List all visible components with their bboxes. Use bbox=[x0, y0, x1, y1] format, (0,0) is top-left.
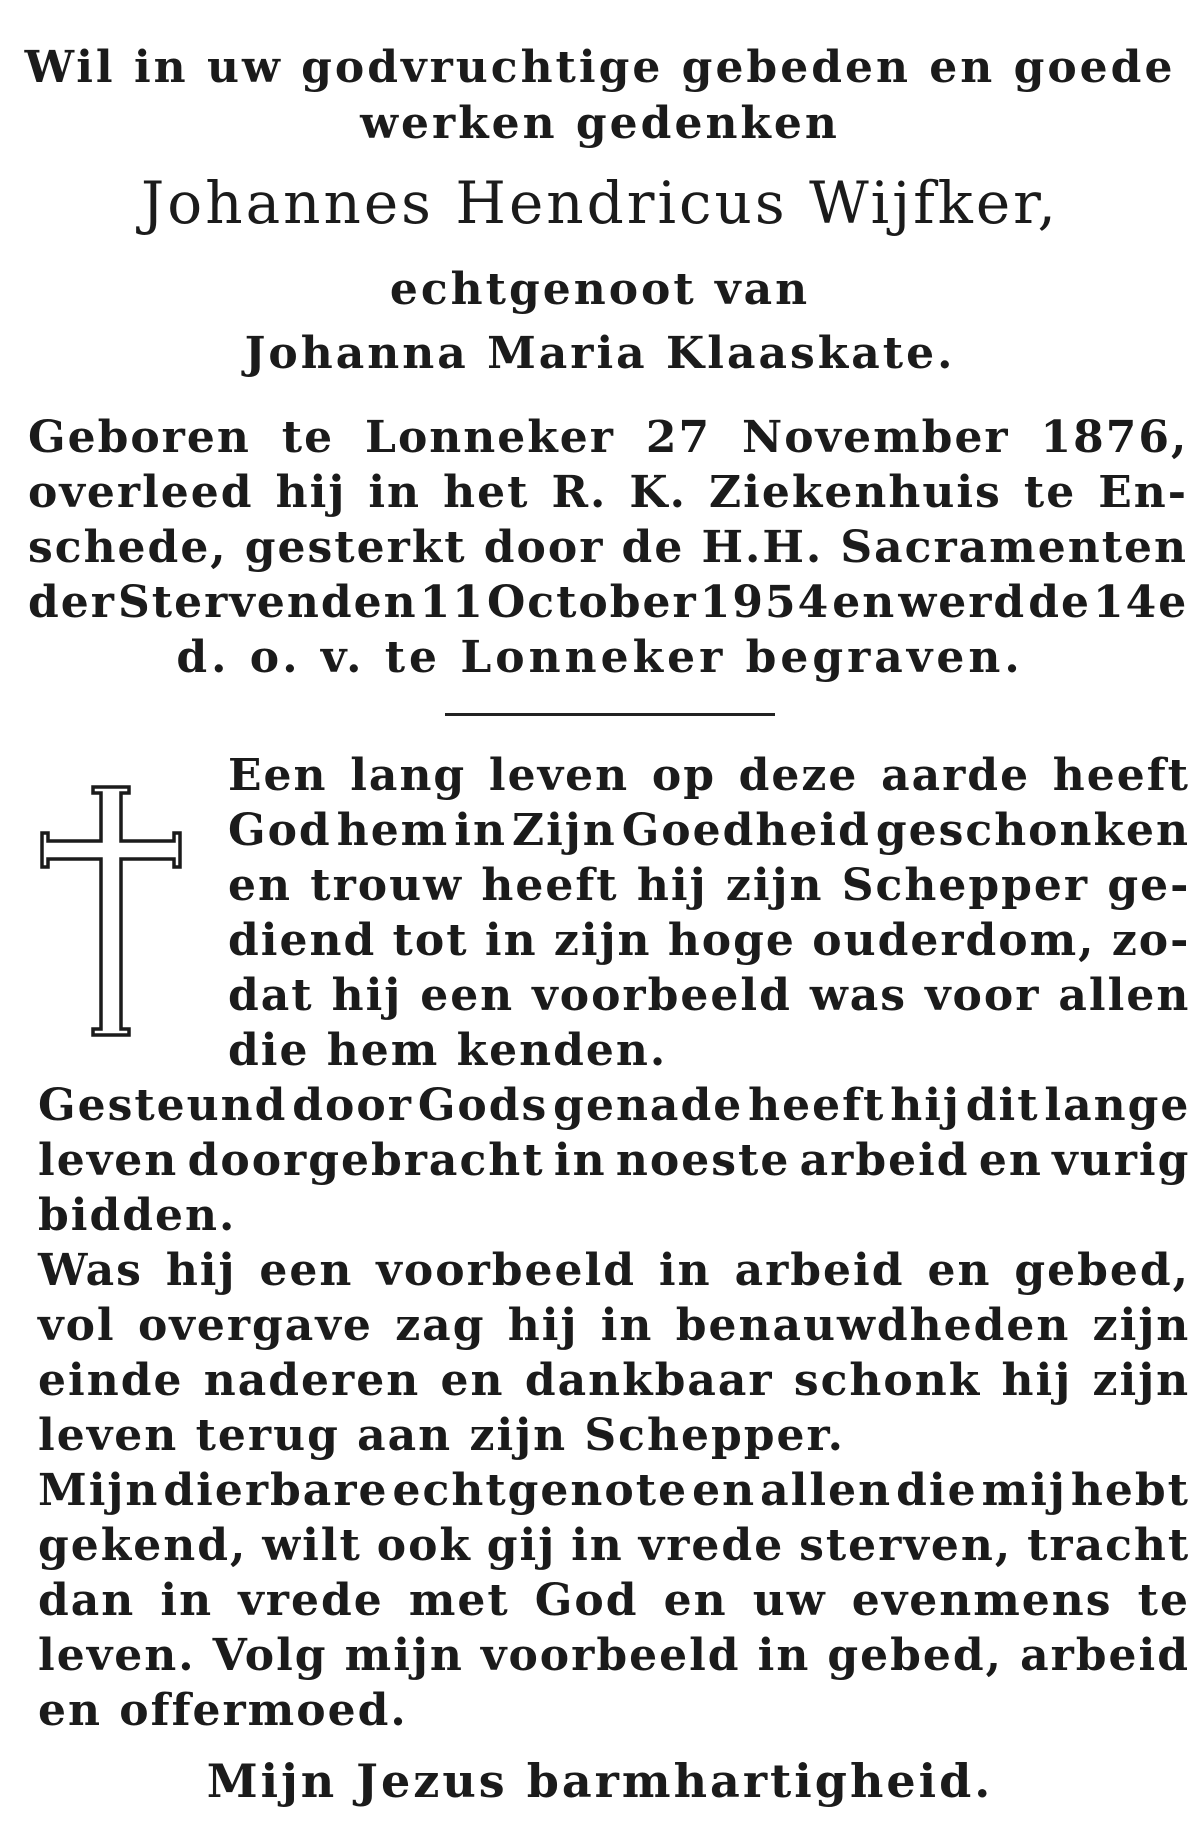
reflection-line: Was hij een voorbeeld in arbeid en gebed, bbox=[38, 1245, 1190, 1296]
spouse-intro: echtgenoot van bbox=[389, 264, 811, 315]
reflection-line: dan in vrede met God en uw evenmens te bbox=[38, 1575, 1190, 1626]
biography-line: der Stervenden 11 October 1954 en werd de 14e bbox=[28, 577, 1189, 628]
stanza-line: diend tot in zijn hoge ouderdom, zo- bbox=[228, 915, 1191, 966]
reflection-line: vol overgave zag hij in benauwdheden zijn bbox=[38, 1300, 1191, 1351]
biography-line: Geboren te Lonneker 27 November 1876, bbox=[28, 412, 1189, 463]
reflection-paragraph bbox=[38, 1078, 1190, 1738]
stanza-line: God hem in Zijn Goedheid geschonken bbox=[228, 805, 1190, 856]
intro-text bbox=[0, 40, 1200, 152]
stanza-line: en trouw heeft hij zijn Schepper ge- bbox=[228, 860, 1191, 911]
reflection-line: leven terug aan zijn Schepper. bbox=[38, 1410, 845, 1461]
biography-line: overleed hij in het R. K. Ziekenhuis te En- bbox=[28, 467, 1189, 518]
divider bbox=[445, 713, 775, 716]
latin-cross-outline-icon bbox=[38, 783, 184, 1039]
intro-line: werken gedenken bbox=[360, 98, 840, 149]
reflection-line: Mijn dierbare echtgenote en allen die mij hebt bbox=[38, 1465, 1190, 1516]
reflection-line: bidden. bbox=[38, 1190, 237, 1241]
stanza-paragraph bbox=[228, 748, 1190, 1078]
stanza-line: Een lang leven op deze aarde heeft bbox=[228, 750, 1190, 801]
deceased-name: Johannes Hendricus Wijfker, bbox=[141, 169, 1059, 237]
closing-prayer: Mijn Jezus barmhartigheid. bbox=[206, 1754, 994, 1808]
reflection-line: en offermoed. bbox=[38, 1685, 408, 1736]
intro-line: Wil in uw godvruchtige gebeden en goede bbox=[24, 42, 1176, 93]
reflection-line: leven doorgebracht in noeste arbeid en vurig bbox=[38, 1135, 1191, 1186]
spouse-name: Johanna Maria Klaaskate. bbox=[244, 328, 956, 379]
reflection-line: einde naderen en dankbaar schonk hij zijn bbox=[38, 1355, 1191, 1406]
biography-last-line: d. o. v. te Lonneker begraven. bbox=[176, 632, 1024, 683]
stanza-line: dat hij een voorbeeld was voor allen bbox=[228, 970, 1191, 1021]
reflection-line: Gesteund door Gods genade heeft hij dit lange bbox=[38, 1080, 1191, 1131]
biography-paragraph bbox=[28, 410, 1188, 630]
reflection-line: leven. Volg mijn voorbeeld in gebed, arbeid bbox=[38, 1630, 1190, 1681]
stanza-line: die hem kenden. bbox=[228, 1025, 668, 1076]
biography-line: schede, gesterkt door de H.H. Sacramenten bbox=[28, 522, 1188, 573]
reflection-line: gekend, wilt ook gij in vrede sterven, tracht bbox=[38, 1520, 1191, 1571]
